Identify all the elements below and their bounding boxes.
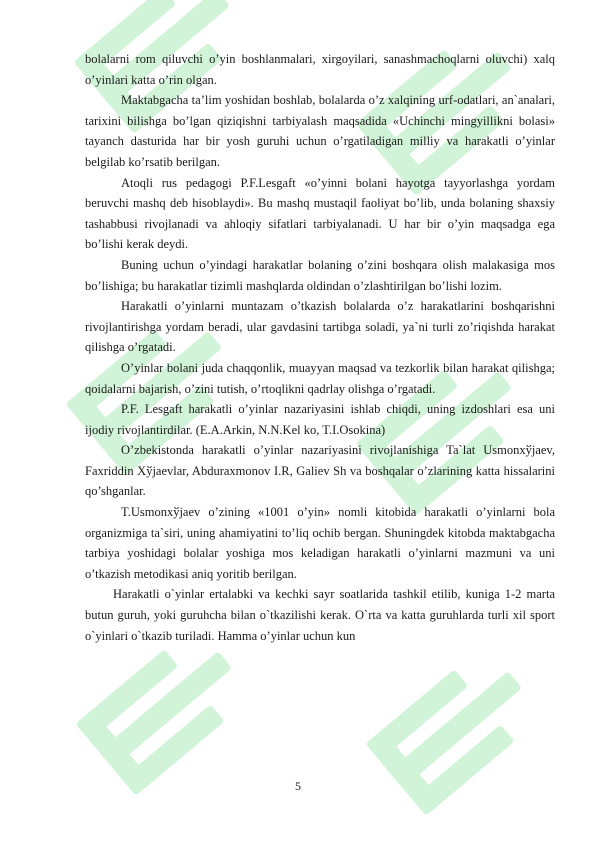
paragraph: Harakatli o`yinlar ertalabki va kechki sayr soatlarida tashkil etilib, kuniga 1-2 marta butun guruh, yoki guruhcha bilan o`tkazilishi kerak. O`rta va katta guruhlarda turli xil sport o`yinlari o`tkazib turiladi. Hamma o’yinlar uchun kun bbox=[85, 587, 555, 643]
paragraph: O’yinlar bolani juda chaqqonlik, muayyan maqsad va tezkorlik bilan harakat qilishga; qoidalarni bajarish, o’zini tutish, o’rtoqlikni qadrlay olishga o’rgatadi. bbox=[85, 360, 555, 396]
paragraph: Buning uchun o’yindagi harakatlar bolaning o’zini boshqara olish malakasiga mos bo’lishiga; bu harakatlar tizimli mashqlarda oldindan o’zlashtirilgan bo’lishi lozim. bbox=[85, 257, 555, 293]
paragraph: T.Usmonxўjaev o’zining «1001 o’yin» nomli kitobida harakatli o’yinlarni bola organizmiga ta`siri, uning ahamiyatini to’liq ochib bergan. Shuningdek kitobda maktabgacha tarbiya yoshidagi bolalar yoshiga mos keladigan harakatli o’yinlarni mazmuni va uni o’tkazish metodikasi aniq yoritib berilgan. bbox=[85, 505, 555, 581]
paragraph: P.F. Lesgaft harakatli o’yinlar nazariyasini ishlab chiqdi, uning izdoshlari esa uni ijodiy rivojlantirdilar. (E.A.Arkin, N.N.Kel ko, T.I.Osokina) bbox=[85, 402, 555, 437]
paragraph: Atoqli rus pedagogi P.F.Lesgaft «o’yinni bolani hayotga tayyorlashga yordam beruvchi mashq deb hisoblaydi». Bu mashq mustaqil faoliyat bo’lib, unda bolaning shaxsiy tashabbusi rivojlanadi va ahloqiy sifatlari tarbiyalanadi. U har bir o’yin maqsadga ega bo’lishi kerak deydi. bbox=[85, 175, 555, 252]
page-number: 5 bbox=[295, 779, 301, 793]
watermark-mark-5 bbox=[75, 624, 255, 796]
document-body bbox=[85, 49, 555, 646]
paragraph: Harakatli o’yinlarni muntazam o’tkazish bolalarda o’z harakatlarini boshqarishni rivojlantirishga yordam beradi, ular gavdasini tartibga soladi, ya`ni turli zo’riqishda harakat qilishga o’rgatadi. bbox=[85, 299, 555, 355]
paragraph: O’zbekistonda harakatli o’yinlar nazariyasini rivojlanishiga Ta`lat Usmonxўjaev, Faxriddin Xўjaevlar, Abduraxmonov I.R, Galiev Sh va boshqalar o’zlarining katta hissalarini qo’shganlar. bbox=[85, 443, 555, 499]
paragraph: Maktabgacha ta’lim yoshidan boshlab, bolalarda o’z xalqining urf-odatlari, an`analari, tarixini bilishga bo’lgan qiziqishni tarbiyalash maqsadida «Uchinchi mingyillikni bolasi» tayanch dasturida har bir yosh guruhi uchun o’rgatiladigan milliy va harakatli o’yinlar belgilab ko’rsatib berilgan. bbox=[85, 93, 555, 169]
paragraph-continuation: bolalarni rom qiluvchi o’yin boshlanmalari, xirgoyilari, sanashmachoqlarni oluvchi) xalq o’yinlari katta o’rin olgan. bbox=[85, 52, 555, 87]
